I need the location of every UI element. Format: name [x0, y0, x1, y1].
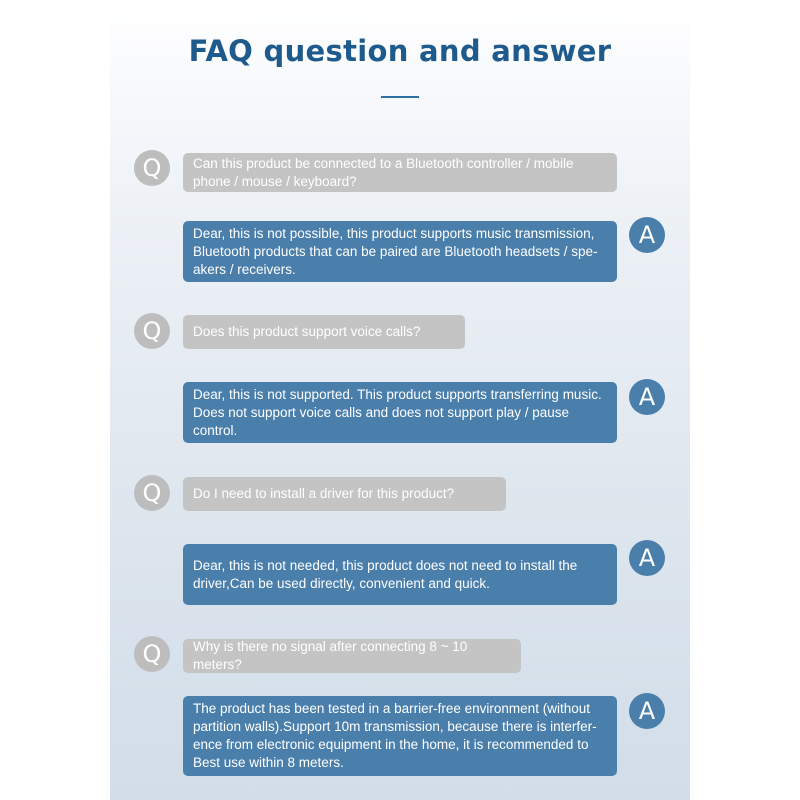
question-text: Why is there no signal after connecting 8 ~ 10 meters? — [193, 639, 468, 672]
question-badge: Q — [134, 636, 170, 672]
answer-bubble — [183, 696, 617, 776]
question-text: Can this product be connected to a Bluetooth controller / mobile phone / mouse / keyboard? — [193, 155, 574, 189]
question-badge: Q — [134, 475, 170, 511]
question-text: Does this product support voice calls? — [193, 324, 421, 339]
answer-badge: A — [629, 379, 665, 415]
answer-bubble — [183, 544, 617, 605]
question-bubble — [183, 315, 465, 349]
question-text: Do I need to install a driver for this product? — [193, 486, 455, 501]
page-title: FAQ question and answer — [188, 34, 612, 68]
answer-bubble — [183, 382, 617, 443]
question-bubble — [183, 639, 521, 673]
question-badge: Q — [134, 150, 170, 186]
answer-badge: A — [629, 540, 665, 576]
answer-text: Dear, this is not possible, this product supports music transmission, Bluetooth products that can be paired are Bluetooth headsets / spe-akers / receivers. — [193, 225, 598, 277]
answer-bubble — [183, 221, 617, 282]
answer-text: Dear, this is not needed, this product does not need to install the driver,Can be used directly, convenient and quick. — [193, 557, 578, 591]
title-underline — [381, 96, 419, 98]
question-bubble — [183, 153, 617, 192]
answer-badge: A — [629, 693, 665, 729]
answer-badge: A — [629, 217, 665, 253]
answer-text: Dear, this is not supported. This product supports transferring music. Does not support voice calls and does not support play / pause control. — [193, 386, 602, 438]
question-bubble — [183, 477, 506, 511]
question-badge: Q — [134, 313, 170, 349]
answer-text: The product has been tested in a barrier-free environment (without partition walls).Support 10m transmission, because there is interfer-ence from electronic equipment in the home, it is recommended to Best use within 8 meters. — [193, 701, 597, 770]
